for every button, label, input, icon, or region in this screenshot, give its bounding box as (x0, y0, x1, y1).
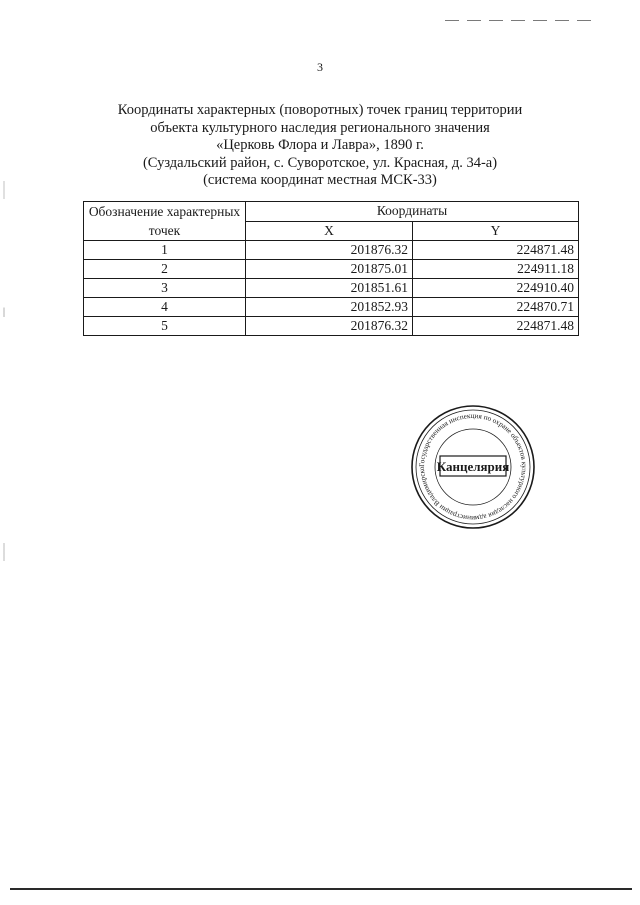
page-number: 3 (317, 60, 323, 74)
point-number: 2 (84, 260, 246, 279)
title-line-1: Координаты характерных (поворотных) точек границ территории (117, 102, 523, 118)
point-number: 3 (84, 279, 246, 298)
header-x: X (246, 221, 413, 241)
point-number: 5 (84, 317, 246, 336)
header-point-designation: Обозначение характерных точек (84, 202, 246, 241)
scan-bottom-edge (10, 888, 632, 890)
point-y: 224871.48 (413, 317, 579, 336)
point-x: 201876.32 (246, 241, 413, 260)
table-row (84, 279, 579, 298)
point-y: 224910.40 (413, 279, 579, 298)
point-number: 1 (84, 241, 246, 260)
stamp-ring-text: Государственная инспекция по охране объектов культурного наследия администрации Владимирско (417, 411, 529, 523)
point-y: 224870.71 (413, 298, 579, 317)
header-y: Y (413, 221, 579, 241)
table-row (84, 298, 579, 317)
table-row (84, 260, 579, 279)
official-stamp (410, 404, 536, 530)
table-row (84, 317, 579, 336)
point-y: 224871.48 (413, 241, 579, 260)
point-x: 201852.93 (246, 298, 413, 317)
stamp-center-text: Канцелярия (436, 459, 510, 474)
scan-top-mark (445, 20, 595, 21)
title-line-5: (система координат местная МСК-33) (203, 172, 437, 188)
point-number: 4 (84, 298, 246, 317)
document-title (90, 102, 550, 190)
point-y: 224911.18 (413, 260, 579, 279)
title-line-3: «Церковь Флора и Лавра», 1890 г. (216, 137, 424, 153)
title-line-4: (Суздальский район, с. Суворотское, ул. Красная, д. 34-а) (142, 154, 498, 171)
point-x: 201876.32 (246, 317, 413, 336)
header-coordinates: Координаты (246, 202, 579, 222)
scan-left-edge (3, 0, 5, 905)
point-x: 201875.01 (246, 260, 413, 279)
title-line-2: объекта культурного наследия регионального значения (150, 119, 490, 136)
table-row (84, 241, 579, 260)
point-x: 201851.61 (246, 279, 413, 298)
table-header-row (84, 202, 579, 222)
coordinates-table (83, 201, 579, 336)
